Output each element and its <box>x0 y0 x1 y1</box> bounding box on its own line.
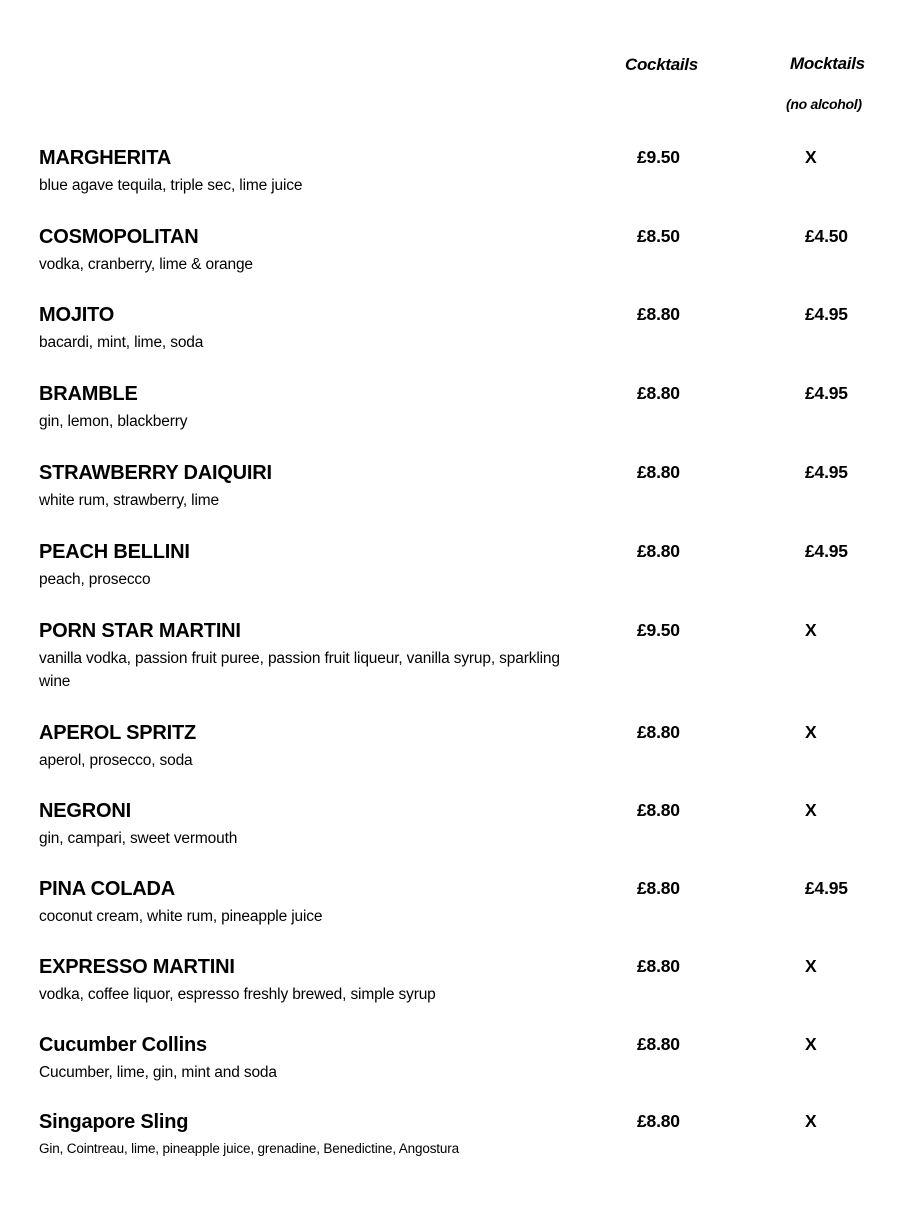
item-name: PINA COLADA <box>39 878 175 900</box>
item-description: gin, lemon, blackberry <box>39 413 188 430</box>
menu-item <box>39 955 579 1006</box>
mocktail-price: X <box>805 800 817 820</box>
menu-item <box>39 146 579 197</box>
cocktail-price: £8.80 <box>637 1034 680 1054</box>
item-description: vodka, cranberry, lime & orange <box>39 256 253 273</box>
mocktails-column-header: Mocktails <box>790 54 865 73</box>
cocktail-price: £8.80 <box>637 956 680 976</box>
mocktails-column-note: (no alcohol) <box>786 96 862 112</box>
item-name: PORN STAR MARTINI <box>39 620 241 642</box>
mocktail-price: X <box>805 1111 817 1131</box>
item-name: NEGRONI <box>39 800 131 822</box>
item-name: STRAWBERRY DAIQUIRI <box>39 462 272 484</box>
cocktail-price: £8.80 <box>637 800 680 820</box>
mocktail-price: £4.95 <box>805 383 848 403</box>
cocktail-price: £8.50 <box>637 226 680 246</box>
mocktail-price: X <box>805 1034 817 1054</box>
mocktail-price: X <box>805 722 817 742</box>
cocktails-column-header: Cocktails <box>625 55 698 74</box>
mocktail-price: £4.95 <box>805 541 848 561</box>
item-name: MARGHERITA <box>39 147 172 169</box>
cocktail-price: £8.80 <box>637 304 680 324</box>
menu-item <box>39 303 579 354</box>
cocktail-price: £9.50 <box>637 147 680 167</box>
menu-item <box>39 1033 579 1084</box>
item-description: vanilla vodka, passion fruit puree, passion fruit liqueur, vanilla syrup, sparkling wine <box>39 650 560 690</box>
mocktail-price: £4.95 <box>805 878 848 898</box>
menu-item <box>39 461 579 512</box>
item-description: peach, prosecco <box>39 571 151 588</box>
item-name: APEROL SPRITZ <box>39 722 197 744</box>
mocktail-price: X <box>805 620 817 640</box>
menu-item <box>39 877 579 928</box>
mocktail-price: X <box>805 956 817 976</box>
item-name: BRAMBLE <box>39 383 138 405</box>
item-description: vodka, coffee liquor, espresso freshly brewed, simple syrup <box>39 986 436 1003</box>
cocktail-price: £8.80 <box>637 383 680 403</box>
item-name: Singapore Sling <box>39 1111 189 1133</box>
item-description: Cucumber, lime, gin, mint and soda <box>39 1064 277 1081</box>
item-description: blue agave tequila, triple sec, lime juice <box>39 177 303 194</box>
mocktail-price: £4.50 <box>805 226 848 246</box>
cocktail-price: £8.80 <box>637 722 680 742</box>
item-name: Cucumber Collins <box>39 1034 207 1056</box>
cocktail-price: £8.80 <box>637 462 680 482</box>
item-description: gin, campari, sweet vermouth <box>39 830 238 847</box>
menu-item <box>39 799 579 850</box>
menu-item <box>39 1110 579 1160</box>
item-name: PEACH BELLINI <box>39 541 190 563</box>
mocktail-price: £4.95 <box>805 462 848 482</box>
cocktail-price: £9.50 <box>637 620 680 640</box>
item-description: aperol, prosecco, soda <box>39 752 193 769</box>
item-name: EXPRESSO MARTINI <box>39 956 235 978</box>
cocktail-price: £8.80 <box>637 878 680 898</box>
menu-item <box>39 382 579 433</box>
item-description: bacardi, mint, lime, soda <box>39 334 204 351</box>
item-description: Gin, Cointreau, lime, pineapple juice, grenadine, Benedictine, Angostura <box>39 1141 459 1156</box>
menu-item <box>39 619 579 693</box>
item-description: coconut cream, white rum, pineapple juice <box>39 908 323 925</box>
menu-item <box>39 721 579 772</box>
item-description: white rum, strawberry, lime <box>39 492 219 509</box>
mocktail-price: X <box>805 147 817 167</box>
mocktail-price: £4.95 <box>805 304 848 324</box>
item-name: MOJITO <box>39 304 115 326</box>
menu-item <box>39 540 579 591</box>
menu-item <box>39 225 579 276</box>
item-name: COSMOPOLITAN <box>39 226 199 248</box>
cocktail-price: £8.80 <box>637 541 680 561</box>
cocktail-price: £8.80 <box>637 1111 680 1131</box>
